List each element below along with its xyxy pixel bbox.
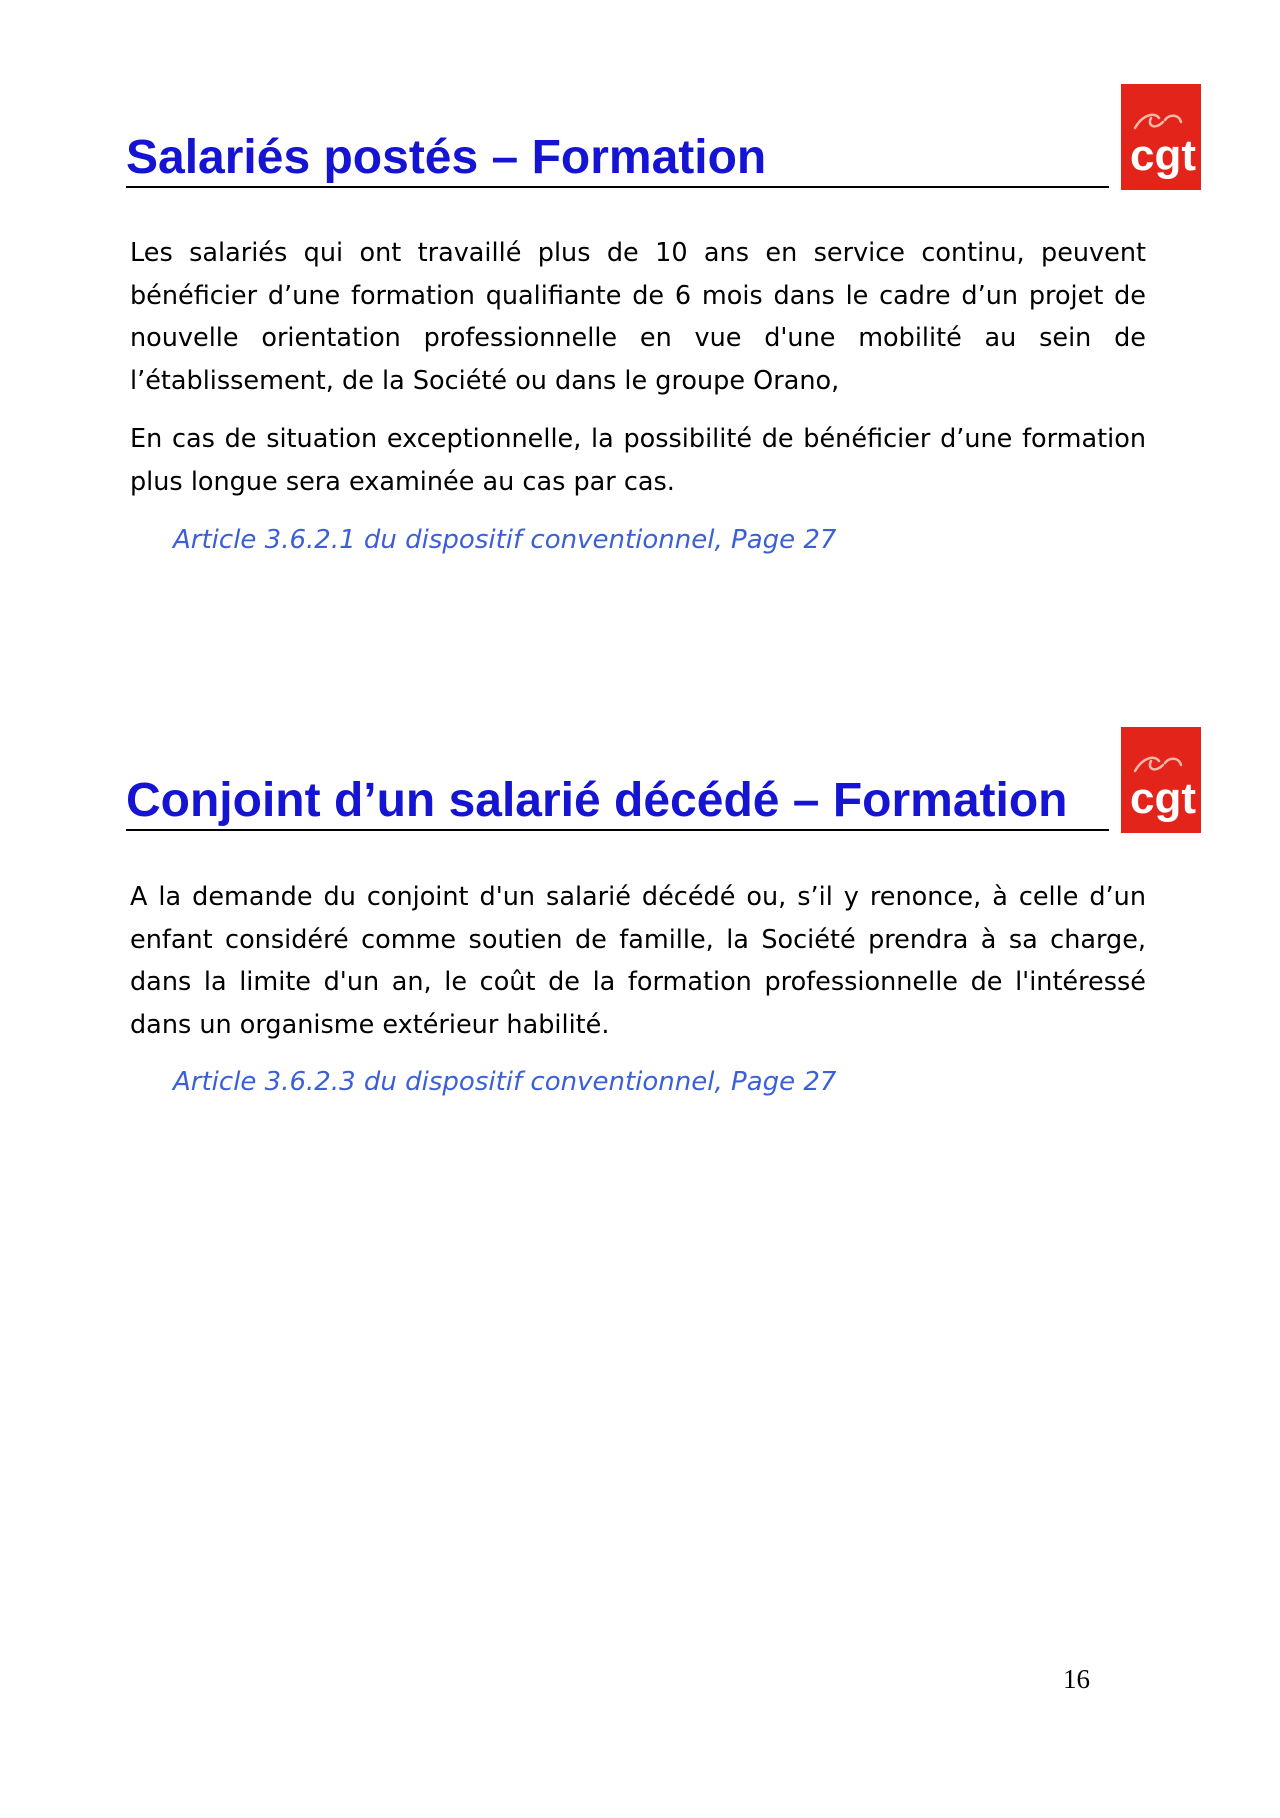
section-2-heading-rule: [126, 773, 1109, 831]
section-1-paragraph: En cas de situation exceptionnelle, la possibilité de bénéficier d’une formation plus longue sera examinée au cas par cas.: [130, 424, 1146, 497]
svg-text:cgt: cgt: [1130, 131, 1196, 180]
section-2-paragraph: A la demande du conjoint d'un salarié décédé ou, s’il y renonce, à celle d’un enfant considéré comme soutien de famille, la Société prendra à sa charge, dans la limite d'un an, le coût de la formation professionnelle de l'intéressé dans un organisme extérieur habilité.: [130, 882, 1146, 1040]
section-2-reference: Article 3.6.2.3 du dispositif conventionnel, Page 27: [173, 1067, 837, 1097]
section-1-heading-rule: [126, 130, 1109, 188]
section-1-paragraph: Les salariés qui ont travaillé plus de 10 ans en service continu, peuvent bénéficier d’une formation qualifiante de 6 mois dans le cadre d’un projet de nouvelle orientation professionnelle en vue d'une mobilité au sein de l’établissement, de la Société ou dans le groupe Orano,: [130, 238, 1146, 396]
section-1-title: Salariés postés – Formation: [126, 131, 767, 184]
page-number: 16: [1063, 1664, 1090, 1694]
cgt-logo: [1121, 84, 1201, 190]
cgt-logo: [1121, 727, 1201, 833]
section-1-reference: Article 3.6.2.1 du dispositif conventionnel, Page 27: [173, 525, 837, 555]
section-2-title: Conjoint d’un salarié décédé – Formation: [126, 774, 1068, 827]
svg-text:cgt: cgt: [1130, 774, 1196, 823]
